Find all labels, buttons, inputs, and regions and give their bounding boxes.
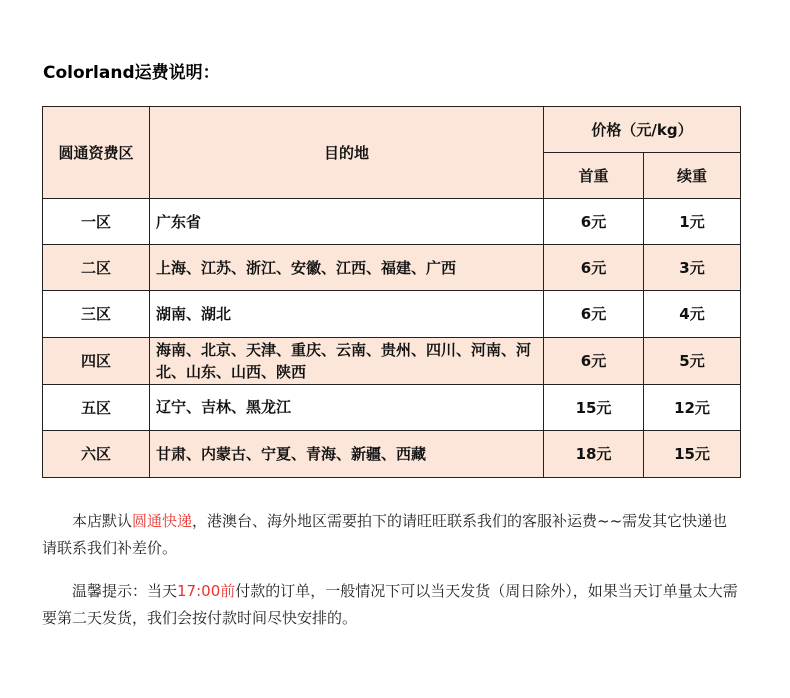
- header-zone: 圆通资费区: [43, 107, 150, 199]
- first-weight-cell: 18元: [544, 430, 644, 477]
- extra-weight-cell: 4元: [644, 291, 741, 337]
- destination-cell: 辽宁、吉林、黑龙江: [150, 384, 544, 430]
- default-courier-highlight: 圆通快递: [132, 512, 193, 530]
- cutoff-time-highlight: 17:00前: [177, 582, 236, 600]
- extra-weight-cell: 5元: [644, 337, 741, 384]
- first-weight-cell: 6元: [544, 291, 644, 337]
- zone-cell: 三区: [43, 291, 150, 337]
- header-first-weight: 首重: [544, 153, 644, 199]
- destination-cell: 广东省: [150, 199, 544, 245]
- table-row: [43, 199, 741, 245]
- table-row: [43, 337, 741, 384]
- extra-weight-cell: 1元: [644, 199, 741, 245]
- table-row: [43, 291, 741, 337]
- extra-weight-cell: 15元: [644, 430, 741, 477]
- zone-cell: 四区: [43, 337, 150, 384]
- header-extra-weight: 续重: [644, 153, 741, 199]
- shipping-note: [42, 508, 742, 562]
- first-weight-cell: 15元: [544, 384, 644, 430]
- extra-weight-cell: 3元: [644, 245, 741, 291]
- destination-cell: 上海、江苏、浙江、安徽、江西、福建、广西: [150, 245, 544, 291]
- table-row: [43, 245, 741, 291]
- extra-weight-cell: 12元: [644, 384, 741, 430]
- table-row: [43, 384, 741, 430]
- destination-cell: 甘肃、内蒙古、宁夏、青海、新疆、西藏: [150, 430, 544, 477]
- header-destination: 目的地: [150, 107, 544, 199]
- dispatch-tip-text: 温馨提示：当天: [72, 582, 178, 600]
- shipping-rate-table: [42, 106, 741, 478]
- first-weight-cell: 6元: [544, 245, 644, 291]
- first-weight-cell: 6元: [544, 199, 644, 245]
- first-weight-cell: 6元: [544, 337, 644, 384]
- shipping-note-text: 本店默认: [72, 512, 133, 530]
- zone-cell: 六区: [43, 430, 150, 477]
- header-price: 价格（元/kg）: [544, 107, 741, 153]
- zone-cell: 五区: [43, 384, 150, 430]
- table-row: [43, 430, 741, 477]
- zone-cell: 二区: [43, 245, 150, 291]
- destination-cell: 湖南、湖北: [150, 291, 544, 337]
- shipping-note-text: ，港澳台、海外地区需要拍下的请旺旺联系我们的客服补运费~~需发其它快递也请联系我们补差价。: [42, 512, 728, 557]
- destination-cell: 海南、北京、天津、重庆、云南、贵州、四川、河南、河北、山东、山西、陕西: [150, 337, 544, 384]
- dispatch-tip-text: 付款的订单，一般情况下可以当天发货（周日除外），如果当天订单量太大需要第二天发货，我们会按付款时间尽快安排的。: [42, 582, 738, 627]
- page-title: Colorland运费说明：: [43, 63, 220, 83]
- dispatch-tip: [42, 578, 742, 632]
- zone-cell: 一区: [43, 199, 150, 245]
